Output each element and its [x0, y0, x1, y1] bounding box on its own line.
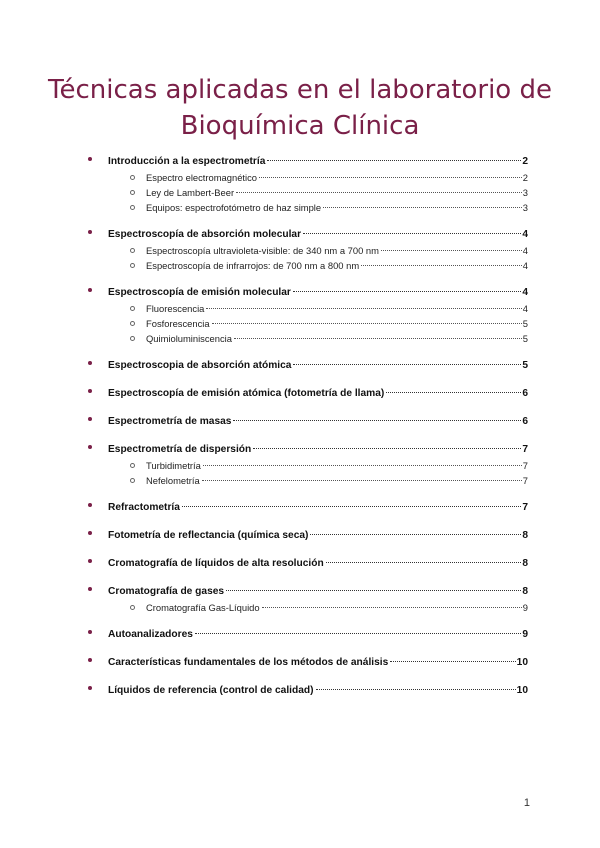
toc-entry-label: Espectroscopía de emisión molecular — [108, 287, 291, 298]
toc-entry-label: Espectrometría de dispersión — [108, 444, 252, 455]
toc-sub-entry-page: 3 — [522, 202, 528, 213]
bullet-dot-icon — [88, 531, 92, 535]
dot-leader — [234, 338, 522, 339]
toc-entry[interactable] — [86, 682, 528, 699]
bullet-circle-icon — [130, 336, 135, 341]
toc-entry-line[interactable] — [86, 499, 528, 516]
page-number: 1 — [523, 797, 530, 809]
bullet-dot-icon — [88, 445, 92, 449]
toc-entry-page: 10 — [516, 685, 528, 696]
dot-leader — [236, 192, 522, 193]
toc-sub-entry-label: Quimioluminiscencia — [146, 333, 232, 344]
toc-entry-line[interactable] — [86, 682, 528, 699]
toc-entry-page: 10 — [516, 657, 528, 668]
toc-sub-entry[interactable] — [86, 243, 528, 258]
toc-entry[interactable] — [86, 441, 528, 488]
toc-sub-entry[interactable] — [86, 258, 528, 273]
toc-entry-label: Líquidos de referencia (control de calidad) — [108, 685, 314, 696]
toc-entry-page: 2 — [522, 156, 528, 167]
toc-entry-line[interactable] — [86, 413, 528, 430]
bullet-dot-icon — [88, 658, 92, 662]
toc-sub-list — [86, 170, 528, 215]
toc-entry-page: 4 — [522, 287, 528, 298]
toc-sub-entry-line[interactable] — [86, 600, 528, 615]
toc-entry-line[interactable] — [86, 583, 528, 600]
toc-entry-label: Introducción a la espectrometría — [108, 156, 266, 167]
dot-leader — [381, 250, 522, 251]
toc-entry-label: Cromatografía de gases — [108, 586, 225, 597]
toc-sub-entry-page: 5 — [522, 333, 528, 344]
toc-entry-page: 4 — [522, 229, 528, 240]
dot-leader — [233, 420, 521, 421]
toc-entry-line[interactable] — [86, 626, 528, 643]
toc-entry[interactable] — [86, 153, 528, 215]
toc-sub-entry-label: Nefelometría — [146, 475, 200, 486]
dot-leader — [361, 265, 522, 266]
toc-entry[interactable] — [86, 527, 528, 544]
dot-leader — [226, 590, 521, 591]
dot-leader — [310, 534, 521, 535]
toc-entry[interactable] — [86, 499, 528, 516]
toc-sub-list — [86, 243, 528, 273]
dot-leader — [206, 308, 521, 309]
bullet-circle-icon — [130, 263, 135, 268]
dot-leader — [259, 177, 522, 178]
bullet-dot-icon — [88, 389, 92, 393]
toc-sub-entry-line[interactable] — [86, 200, 528, 215]
bullet-dot-icon — [88, 587, 92, 591]
dot-leader — [326, 562, 522, 563]
toc-entry-line[interactable] — [86, 441, 528, 458]
toc-sub-entry-label: Fluorescencia — [146, 303, 205, 314]
toc-sub-entry[interactable] — [86, 170, 528, 185]
toc-entry[interactable] — [86, 626, 528, 643]
toc-sub-entry-label: Ley de Lambert-Beer — [146, 187, 235, 198]
toc-sub-entry-line[interactable] — [86, 473, 528, 488]
bullet-circle-icon — [130, 190, 135, 195]
table-of-contents — [86, 153, 528, 710]
toc-sub-entry-page: 7 — [522, 475, 528, 486]
toc-sub-entry-line[interactable] — [86, 331, 528, 346]
toc-entry[interactable] — [86, 583, 528, 615]
toc-sub-entry-line[interactable] — [86, 458, 528, 473]
toc-sub-entry-page: 4 — [522, 245, 528, 256]
toc-sub-entry-label: Espectroscopía de infrarrojos: de 700 nm a 800 nm — [146, 260, 360, 271]
bullet-dot-icon — [88, 288, 92, 292]
toc-sub-entry[interactable] — [86, 600, 528, 615]
toc-sub-entry-label: Fosforescencia — [146, 318, 210, 329]
toc-entry[interactable] — [86, 357, 528, 374]
toc-sub-entry-page: 9 — [522, 602, 528, 613]
page-title: Técnicas aplicadas en el laboratorio de Bioquímica Clínica — [48, 75, 552, 141]
toc-sub-entry[interactable] — [86, 316, 528, 331]
toc-sub-list — [86, 301, 528, 346]
toc-sub-entry-line[interactable] — [86, 243, 528, 258]
toc-entry-page: 9 — [522, 629, 528, 640]
toc-entry-label: Espectroscopía de absorción molecular — [108, 229, 302, 240]
toc-sub-entry-label: Espectro electromagnético — [146, 172, 257, 183]
toc-sub-entry-line[interactable] — [86, 185, 528, 200]
toc-entry[interactable] — [86, 654, 528, 671]
toc-sub-entry-page: 2 — [522, 172, 528, 183]
toc-sub-entry-label: Equipos: espectrofotómetro de haz simple — [146, 202, 322, 213]
toc-sub-entry[interactable] — [86, 331, 528, 346]
toc-sub-entry-page: 7 — [522, 460, 528, 471]
toc-entry-line[interactable] — [86, 226, 528, 243]
bullet-circle-icon — [130, 463, 135, 468]
toc-entry-line[interactable] — [86, 654, 528, 671]
bullet-circle-icon — [130, 321, 135, 326]
toc-entry-line[interactable] — [86, 385, 528, 402]
dot-leader — [390, 661, 515, 662]
toc-entry-page: 7 — [522, 444, 528, 455]
dot-leader — [316, 689, 516, 690]
dot-leader — [203, 465, 522, 466]
bullet-dot-icon — [88, 686, 92, 690]
toc-entry-page: 8 — [522, 586, 528, 597]
toc-sub-entry[interactable] — [86, 458, 528, 473]
dot-leader — [303, 233, 521, 234]
toc-entry-label: Autoanalizadores — [108, 629, 193, 640]
bullet-dot-icon — [88, 361, 92, 365]
bullet-dot-icon — [88, 157, 92, 161]
toc-entry[interactable] — [86, 226, 528, 273]
toc-sub-entry[interactable] — [86, 473, 528, 488]
toc-sub-entry-label: Cromatografía Gas-Líquido — [146, 602, 260, 613]
bullet-circle-icon — [130, 478, 135, 483]
toc-sub-entry[interactable] — [86, 301, 528, 316]
toc-entry-page: 8 — [522, 530, 528, 541]
dot-leader — [267, 160, 521, 161]
toc-sub-entry[interactable] — [86, 185, 528, 200]
toc-sub-entry-line[interactable] — [86, 170, 528, 185]
toc-sub-entry-line[interactable] — [86, 316, 528, 331]
toc-sub-entry-page: 4 — [522, 303, 528, 314]
toc-entry-page: 5 — [522, 360, 528, 371]
toc-entry-line[interactable] — [86, 357, 528, 374]
toc-entry-page: 6 — [522, 416, 528, 427]
toc-entry-page: 8 — [522, 558, 528, 569]
toc-entry-label: Espectroscopía de emisión atómica (fotometría de llama) — [108, 388, 385, 399]
toc-entry-label: Fotometría de reflectancia (química seca) — [108, 530, 309, 541]
dot-leader — [323, 207, 522, 208]
bullet-dot-icon — [88, 230, 92, 234]
toc-sub-list — [86, 600, 528, 615]
toc-sub-entry-line[interactable] — [86, 301, 528, 316]
toc-entry[interactable] — [86, 385, 528, 402]
toc-sub-entry-label: Espectroscopía ultravioleta-visible: de 340 nm a 700 nm — [146, 245, 379, 256]
toc-entry-line[interactable] — [86, 153, 528, 170]
toc-sub-entry-label: Turbidimetría — [146, 460, 201, 471]
toc-entry-label: Espectrometría de masas — [108, 416, 232, 427]
toc-sub-entry-page: 4 — [522, 260, 528, 271]
bullet-dot-icon — [88, 417, 92, 421]
toc-entry-page: 6 — [522, 388, 528, 399]
bullet-circle-icon — [130, 306, 135, 311]
bullet-circle-icon — [130, 248, 135, 253]
toc-sub-list — [86, 458, 528, 488]
toc-entry-label: Cromatografía de líquidos de alta resolución — [108, 558, 324, 569]
toc-entry-label: Características fundamentales de los métodos de análisis — [108, 657, 389, 668]
toc-entry[interactable] — [86, 555, 528, 572]
bullet-dot-icon — [88, 503, 92, 507]
toc-entry-line[interactable] — [86, 555, 528, 572]
dot-leader — [293, 364, 521, 365]
toc-sub-entry-page: 3 — [522, 187, 528, 198]
toc-entry-label: Refractometría — [108, 502, 180, 513]
toc-entry-page: 7 — [522, 502, 528, 513]
toc-entry-label: Espectroscopia de absorción atómica — [108, 360, 292, 371]
dot-leader — [262, 607, 522, 608]
toc-sub-entry-line[interactable] — [86, 258, 528, 273]
bullet-circle-icon — [130, 175, 135, 180]
toc-entry-line[interactable] — [86, 527, 528, 544]
bullet-dot-icon — [88, 630, 92, 634]
bullet-dot-icon — [88, 559, 92, 563]
bullet-circle-icon — [130, 205, 135, 210]
toc-sub-entry[interactable] — [86, 200, 528, 215]
dot-leader — [195, 633, 521, 634]
toc-sub-entry-page: 5 — [522, 318, 528, 329]
bullet-circle-icon — [130, 605, 135, 610]
toc-entry[interactable] — [86, 284, 528, 346]
dot-leader — [202, 480, 522, 481]
dot-leader — [182, 506, 521, 507]
dot-leader — [386, 392, 521, 393]
dot-leader — [212, 323, 522, 324]
toc-entry[interactable] — [86, 413, 528, 430]
dot-leader — [253, 448, 521, 449]
toc-entry-line[interactable] — [86, 284, 528, 301]
dot-leader — [293, 291, 521, 292]
